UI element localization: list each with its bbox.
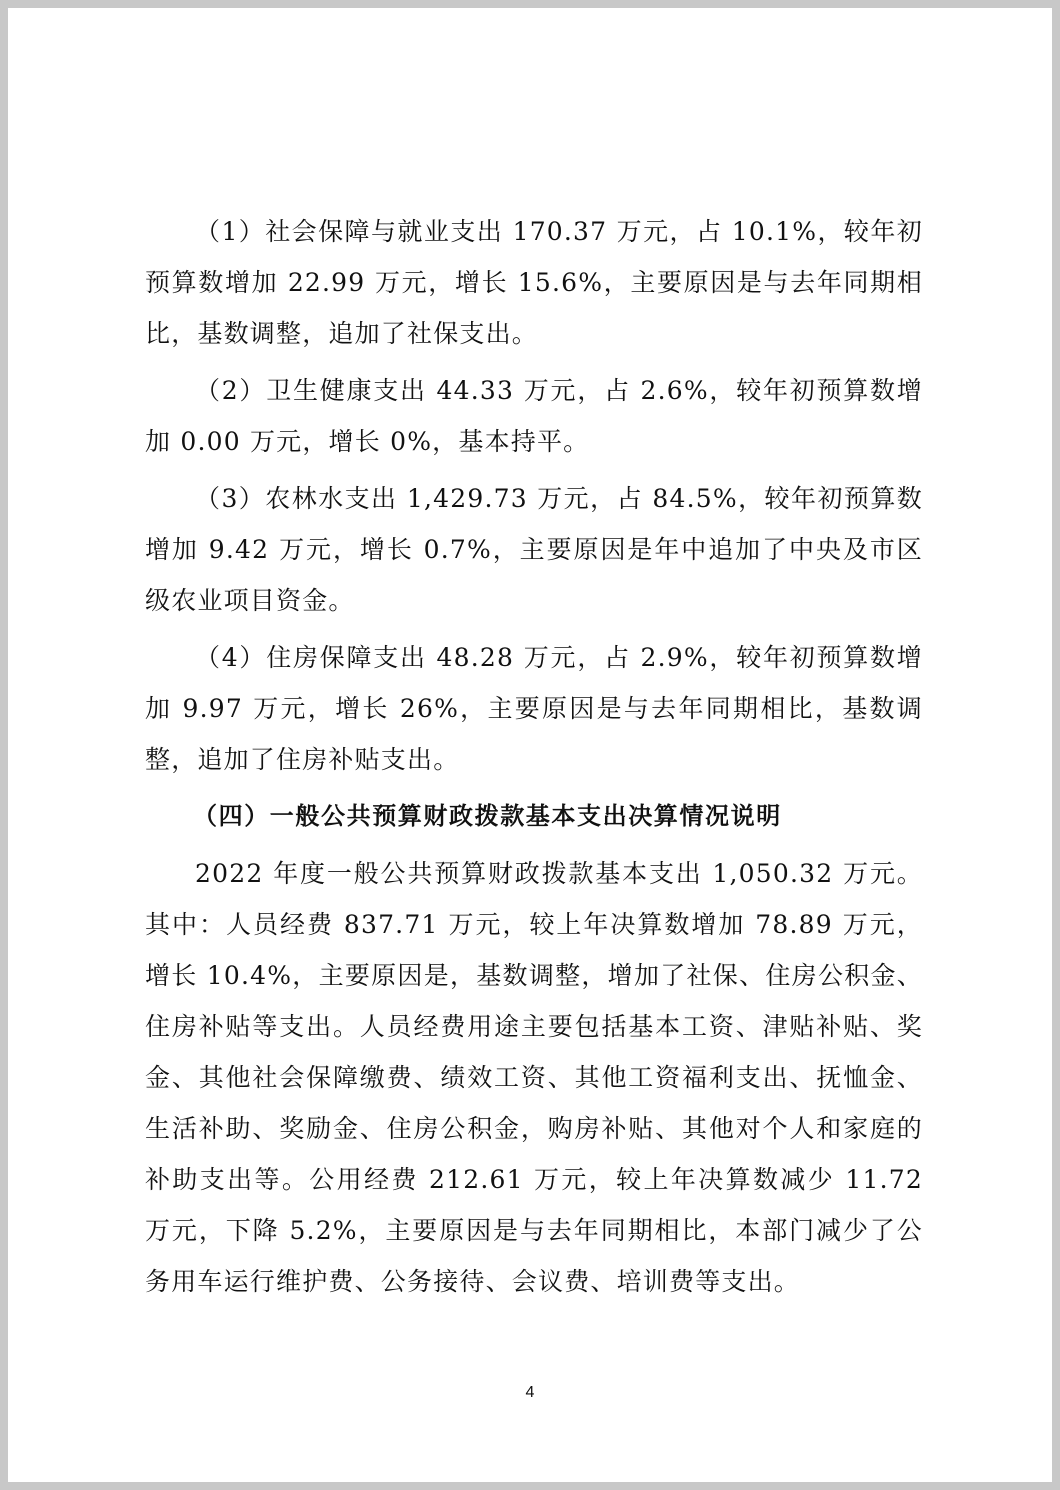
section-heading: （四）一般公共预算财政拨款基本支出决算情况说明 [193,802,782,830]
paragraph-housing: （4）住房保障支出 48.28 万元，占 2.9%，较年初预算数增加 9.97 万元，增长 26%，主要原因是与去年同期相比，基数调整，追加了住房补贴支出。 [145,643,923,774]
paragraph-health: （2）卫生健康支出 44.33 万元，占 2.6%，较年初预算数增加 0.00 万元，增长 0%，基本持平。 [145,376,923,456]
page-number: 4 [525,1384,535,1401]
document-body [145,206,923,1307]
paragraph-basic-expenditure: 2022 年度一般公共预算财政拨款基本支出 1,050.32 万元。其中：人员经费 837.71 万元，较上年决算数增加 78.89 万元，增长 10.4%，主要原因是，基数调整，增加了社保、住房公积金、住房补贴等支出。人员经费用途主要包括基本工资、津贴补贴、奖金、其他社会保障缴费、绩效工资、其他工资福利支出、抚恤金、生活补助、奖励金、住房公积金，购房补贴、其他对个人和家庭的补助支出等。公用经费 212.61 万元，较上年决算数减少 11.72 万元，下降 5.2%，主要原因是与去年同期相比，本部门减少了公务用车运行维护费、公务接待、会议费、培训费等支出。 [145,859,923,1296]
paragraph-social-security: （1）社会保障与就业支出 170.37 万元，占 10.1%，较年初预算数增加 22.99 万元，增长 15.6%，主要原因是与去年同期相比，基数调整，追加了社保支出。 [145,217,923,348]
document-page [8,8,1052,1482]
paragraph-agriculture: （3）农林水支出 1,429.73 万元，占 84.5%，较年初预算数增加 9.42 万元，增长 0.7%，主要原因是年中追加了中央及市区级农业项目资金。 [145,484,923,615]
